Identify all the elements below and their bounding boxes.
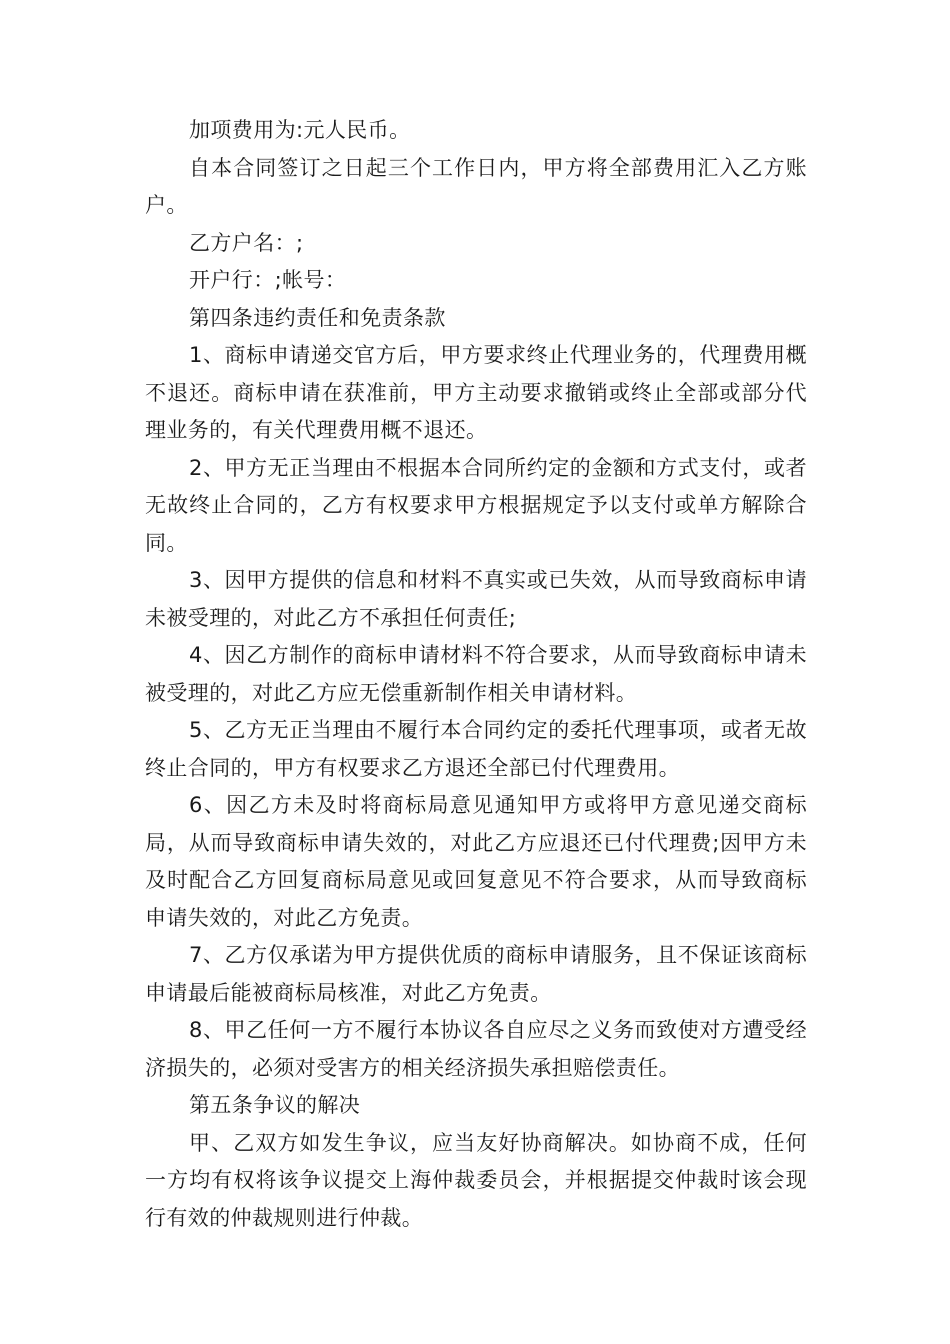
bank-account-paragraph: 开户行：;帐号：	[189, 268, 347, 292]
clause-7-paragraph: 7、乙方仅承诺为甲方提供优质的商标申请服务，且不保证该商标申请最后能被商标局核准，对此乙方免责。	[145, 943, 807, 1005]
dispute-resolution-paragraph: 甲、乙双方如发生争议，应当友好协商解决。如协商不成，任何一方均有权将该争议提交上海仲裁委员会，并根据提交仲裁时该会现行有效的仲裁规则进行仲裁。	[145, 1130, 807, 1230]
payment-deadline-paragraph: 自本合同签订之日起三个工作日内，甲方将全部费用汇入乙方账户。	[145, 155, 807, 217]
clause-6-paragraph: 6、因乙方未及时将商标局意见通知甲方或将甲方意见递交商标局，从而导致商标申请失效的，对此乙方应退还已付代理费;因甲方未及时配合乙方回复商标局意见或回复意见不符合要求，从而导致商标申请失效的，对此乙方免责。	[145, 793, 807, 930]
fee-amount-paragraph: 加项费用为:元人民币。	[189, 118, 411, 142]
account-name-paragraph: 乙方户名：;	[189, 230, 304, 255]
clause-5-paragraph: 5、乙方无正当理由不履行本合同约定的委托代理事项，或者无故终止合同的，甲方有权要求乙方退还全部已付代理费用。	[145, 718, 807, 780]
clause-2-paragraph: 2、甲方无正当理由不根据本合同所约定的金额和方式支付，或者无故终止合同的，乙方有权要求甲方根据规定予以支付或单方解除合同。	[145, 455, 807, 555]
article-four-heading: 第四条违约责任和免责条款	[189, 305, 446, 330]
clause-8-paragraph: 8、甲乙任何一方不履行本协议各自应尽之义务而致使对方遭受经济损失的，必须对受害方的相关经济损失承担赔偿责任。	[145, 1018, 807, 1080]
clause-3-paragraph: 3、因甲方提供的信息和材料不真实或已失效，从而导致商标申请未被受理的，对此乙方不承担任何责任;	[145, 568, 807, 630]
document-body	[145, 112, 807, 1237]
article-five-heading: 第五条争议的解决	[189, 1093, 361, 1117]
clause-1-paragraph: 1、商标申请递交官方后，甲方要求终止代理业务的，代理费用概不退还。商标申请在获准前，甲方主动要求撤销或终止全部或部分代理业务的，有关代理费用概不退还。	[145, 343, 807, 442]
clause-4-paragraph: 4、因乙方制作的商标申请材料不符合要求，从而导致商标申请未被受理的，对此乙方应无偿重新制作相关申请材料。	[145, 643, 807, 705]
